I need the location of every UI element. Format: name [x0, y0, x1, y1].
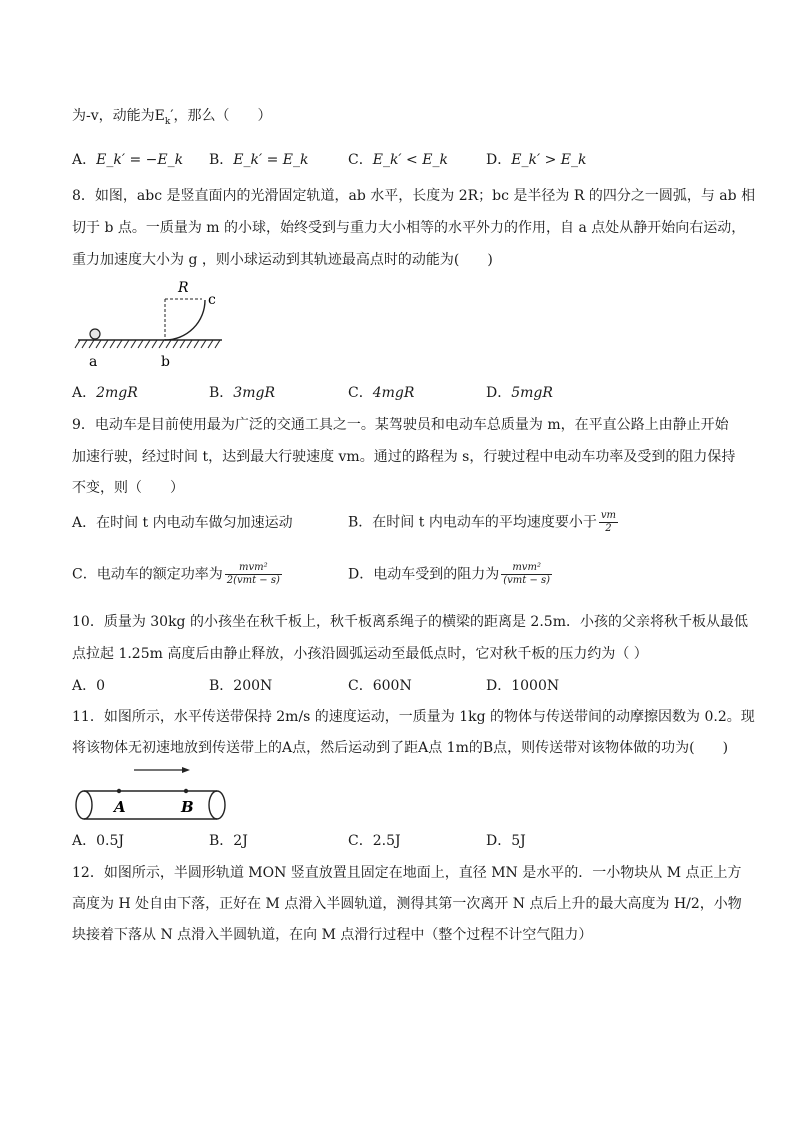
q11-option-c: C．2.5J: [348, 833, 401, 849]
q9-option-a: A．在时间 t 内电动车做匀加速运动: [72, 515, 293, 531]
q12-line-3: 块接着下落从 N 点滑入半圆轨道，在向 M 点滑行过程中（整个过程不计空气阻力）: [72, 927, 593, 943]
right-roller: [209, 791, 225, 819]
q11-option-b: B．2J: [209, 833, 248, 849]
q11-line-1: 11．如图所示，水平传送带保持 2m/s 的速度运动，一质量为 1kg 的物体与传送带间的动摩擦因数为 0.2。现: [72, 709, 755, 725]
q9-line-1: 9．电动车是目前使用最为广泛的交通工具之一。某驾驶员和电动车总质量为 m，在平直公路上由静止开始: [72, 417, 729, 433]
q10-option-b: B．200N: [209, 678, 273, 694]
point-A-dot: [117, 789, 121, 793]
q9-option-b: B．在时间 t 内电动车的平均速度要小于 $\frac{vm}{2}$: [348, 510, 616, 534]
q8-option-c: C．4mgR: [348, 385, 415, 401]
q9-option-c-fraction: $\frac{\text{mvm²}}{\text{2(vmt − s)}}$: [226, 562, 280, 586]
point-B-dot: [184, 789, 188, 793]
quarter-arc: [165, 300, 205, 340]
ball: [90, 329, 100, 339]
label-R: R: [178, 280, 189, 296]
q9-option-c: C．电动车的额定功率为 $\frac{\text{mvm²}}{\text{2(vmt − s)}}$: [72, 562, 280, 586]
label-a: a: [89, 354, 98, 370]
q7-option-c: C．E_k′ < E_k: [348, 152, 448, 168]
q10-line-2: 点拉起 1.25m 高度后由静止释放，小孩沿圆弧运动至最低点时，它对秋千板的压力约为（ ）: [72, 646, 648, 662]
q9-line-2: 加速行驶，经过时间 t，达到最大行驶速度 vm。通过的路程为 s，行驶过程中电动车功率及受到的阻力保持: [72, 449, 736, 465]
q8-option-a: A．2mgR: [72, 385, 138, 401]
q10-line-1: 10．质量为 30kg 的小孩坐在秋千板上，秋千板离系绳子的横梁的距离是 2.5m．小孩的父亲将秋千板从最低: [72, 614, 748, 630]
q11-line-2: 将该物体无初速地放到传送带上的A点，然后运动到了距A点 1m的B点，则传送带对该物体做的功为( ): [72, 740, 729, 756]
q9-option-d-fraction: $\frac{\text{mvm²}}{\text{(vmt − s)}}$: [503, 562, 551, 586]
q10-option-c: C．600N: [348, 678, 412, 694]
q7-tail-text: 为-v，动能为E: [72, 108, 165, 124]
q7-tail: 为-v，动能为$E_k'$，那么（ ）: [72, 108, 272, 127]
q8-track-figure: [72, 278, 232, 373]
q8-line-3: 重力加速度大小为 g ，则小球运动到其轨迹最高点时的动能为( ): [72, 252, 493, 268]
q8-line-1: 8．如图，abc 是竖直面内的光滑固定轨道，ab 水平，长度为 2R；bc 是半径为 R 的四分之一圆弧，与 ab 相: [72, 188, 756, 204]
q9-line-3: 不变，则（ ）: [72, 480, 184, 496]
q11-option-d: D．5J: [486, 833, 526, 849]
q7-option-d: D．E_k′ > E_k: [486, 152, 587, 168]
q10-option-d: D．1000N: [486, 678, 560, 694]
q9-option-b-fraction: $\frac{vm}{2}$: [600, 510, 616, 534]
q7-tail-text-2: ′，那么（ ）: [170, 108, 272, 124]
label-A: A: [114, 798, 126, 816]
q7-option-b: B．E_k′ = E_k: [209, 152, 309, 168]
q8-line-2: 切于 b 点。一质量为 m 的小球，始终受到与重力大小相等的水平外力的作用，自 a 点处从静开始向右运动，: [72, 220, 746, 236]
q8-option-d: D．5mgR: [486, 385, 553, 401]
q12-line-1: 12．如图所示，半圆形轨道 MON 竖直放置且固定在地面上，直径 MN 是水平的．一小物块从 M 点正上方: [72, 865, 742, 881]
q11-option-a: A．0.5J: [72, 833, 125, 849]
q9-option-d: D．电动车受到的阻力为 $\frac{\text{mvm²}}{\text{(vmt − s)}}$: [348, 562, 551, 586]
q8-option-b: B．3mgR: [209, 385, 275, 401]
q7-option-a: A．E_k′ = −E_k: [72, 152, 184, 168]
left-roller: [76, 791, 92, 819]
label-b: b: [161, 354, 170, 370]
q10-option-a: A．0: [72, 678, 106, 694]
label-c: c: [208, 292, 216, 308]
direction-arrow-head: [182, 767, 190, 773]
label-B: B: [181, 798, 194, 816]
q11-conveyor-figure: [72, 762, 237, 822]
q12-line-2: 高度为 H 处自由下落，正好在 M 点滑入半圆轨道，测得其第一次离开 N 点后上升的最大高度为 H/2，小物: [72, 896, 742, 912]
